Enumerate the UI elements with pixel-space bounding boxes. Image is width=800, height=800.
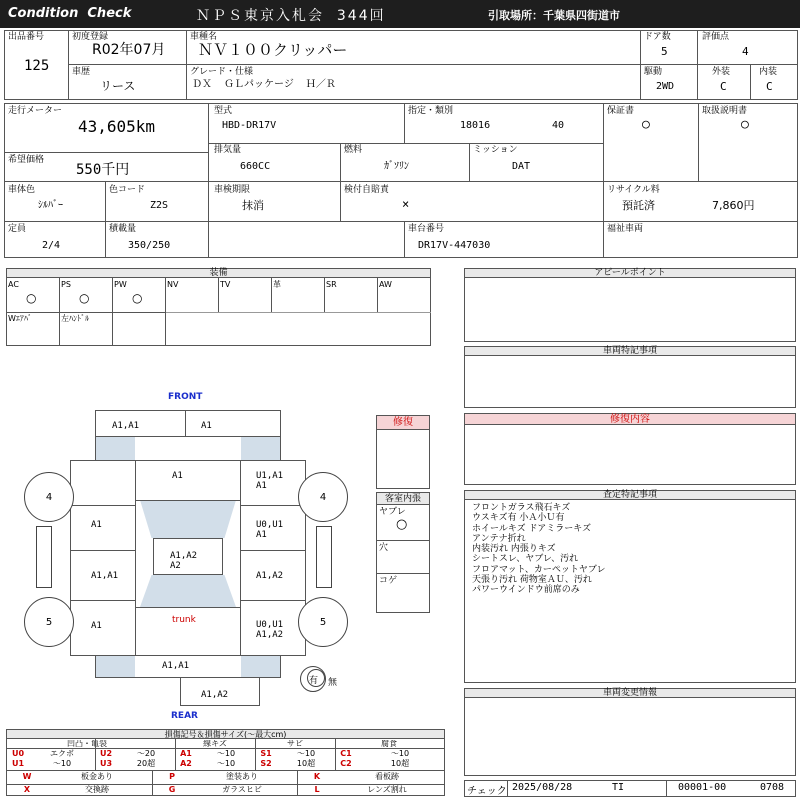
legend-heading: 凹凸・亀裂: [67, 740, 107, 748]
drive-value: 2WD: [656, 81, 675, 92]
repair-title: 修復: [377, 416, 429, 430]
cert-value-2: 40: [552, 120, 565, 131]
cert-label: 指定・類別: [408, 106, 454, 116]
change-info-panel: [464, 688, 796, 776]
equipment-value: ○: [79, 291, 90, 305]
footer-number: 0708: [760, 782, 785, 793]
legend-divider: [255, 739, 256, 770]
cabin-title: 客室内張: [377, 493, 429, 505]
legend-desc: レンズ割れ: [367, 785, 407, 794]
equipment-label: PS: [61, 280, 71, 289]
mark-rear-panel: A1,A1: [162, 661, 190, 671]
load-label: 積載量: [109, 224, 137, 234]
note-line: フロントガラス飛石キズ: [472, 503, 571, 513]
legend-desc: 〜10: [390, 749, 410, 758]
legend-code: A2: [180, 759, 192, 768]
legend-code: U1: [11, 759, 25, 768]
legend-desc: 〜20: [136, 749, 156, 758]
legend-heading: 線キズ: [203, 740, 227, 748]
equipment-title: 装備: [7, 269, 430, 278]
inspector-notes-list: [472, 503, 605, 596]
equipment-label: SR: [326, 280, 337, 289]
legend-divider: [95, 739, 96, 770]
note-line: ホイールキズ ドアミラーキズ: [472, 523, 592, 534]
note-line: フロアマット、カーペットヤブレ: [472, 564, 606, 575]
doors-label: ドア数: [644, 32, 671, 42]
exterior-label: 外装: [712, 67, 731, 77]
frame-label: 車台番号: [408, 224, 445, 234]
capacity-label: 定員: [8, 224, 27, 234]
legend-code: S1: [260, 749, 272, 758]
legend-desc: 10超: [390, 759, 410, 768]
side-mirror-right: [316, 526, 332, 588]
drive-label: 駆動: [644, 67, 663, 77]
legend-desc: 〜10: [216, 749, 236, 758]
equipment-label: PW: [114, 280, 127, 289]
warranty-label: 保証書: [607, 106, 635, 116]
check-label: チェック: [467, 786, 507, 797]
first-reg-label: 初度登録: [72, 32, 109, 42]
special-title: 車両特記事項: [465, 347, 795, 356]
note-line: パワーウインドウ前席のみ: [472, 585, 580, 596]
mission-value: DAT: [512, 161, 531, 172]
color-code-value: Z2S: [150, 200, 169, 211]
color-code-label: 色コード: [109, 185, 146, 195]
mark-door-front-right-2: A1: [256, 530, 267, 540]
mark-door-rear-left: A1,A1: [91, 571, 119, 581]
mark-roof: A1,A2: [170, 551, 198, 561]
legend-divider: [335, 739, 336, 770]
model-code-value: HBD-DR17V: [222, 120, 277, 131]
model-name-value: ＮＶ１００クリッパー: [198, 41, 348, 59]
manual-label: 取扱説明書: [702, 106, 748, 116]
mark-fender-front-right: U1,A1: [256, 471, 284, 481]
lot-number: 125: [24, 58, 50, 74]
model-code-label: 型式: [214, 106, 233, 116]
tire-rear-left: 5: [24, 597, 74, 647]
mission-label: ミッション: [473, 145, 518, 155]
legend-title: 損傷記号＆損傷サイズ(〜最大cm): [7, 730, 444, 739]
capacity-value: 2/4: [42, 240, 61, 251]
legend-code: U0: [11, 749, 25, 758]
legend-divider: [297, 770, 298, 796]
cabin-hole-label: 穴: [379, 543, 389, 553]
interior-label: 内装: [759, 67, 778, 77]
legend-desc: 板金あり: [81, 772, 113, 781]
trunk-label: trunk: [172, 615, 196, 625]
appeal-panel: [464, 268, 796, 342]
cabin-tear-label: ヤブレ: [379, 507, 406, 517]
mark-quarter-rear-right: U0,U1: [256, 620, 284, 630]
exterior-value: C: [720, 80, 727, 93]
mileage-label: 走行メーター: [8, 106, 63, 116]
legend-divider: [175, 739, 176, 770]
inspection-label: 車検期限: [214, 185, 251, 195]
score-value: 4: [742, 45, 749, 58]
history-value: リース: [100, 79, 136, 93]
pickup-location: 引取場所：千葉県四街道市: [488, 9, 620, 22]
color-value: ｼﾙﾊﾞｰ: [38, 200, 63, 211]
frame-value: DR17V-447030: [418, 240, 491, 251]
equipment-label-lhd: 左ﾊﾝﾄﾞﾙ: [61, 314, 89, 323]
mark-door-rear-right: A1,A2: [256, 571, 284, 581]
legend-code: G: [168, 785, 176, 794]
mark-hood: A1: [172, 471, 183, 481]
interior-value: C: [766, 80, 773, 93]
note-line: アンテナ折れ: [472, 533, 526, 544]
legend-desc: エクボ: [50, 749, 74, 758]
displacement-label: 排気量: [214, 145, 242, 155]
legend-desc: 交換跡: [85, 785, 109, 794]
manual-value: ○: [741, 117, 749, 132]
first-reg-value: R02年07月: [92, 42, 166, 58]
price-value: 550千円: [76, 162, 130, 178]
model-name-label: 車種名: [190, 32, 218, 42]
warranty-value: ○: [642, 117, 650, 132]
mark-door-front-right: U0,U1: [256, 520, 284, 530]
welfare-label: 福祉車両: [607, 224, 644, 234]
mark-bumper-front-right: A1: [201, 421, 212, 431]
history-label: 車歴: [72, 67, 91, 77]
equipment-value: ○: [132, 291, 143, 305]
front-label: FRONT: [168, 392, 203, 402]
repair-content-title: 修復内容: [465, 414, 795, 425]
spare-yes: 有: [309, 676, 319, 686]
legend-code: P: [169, 772, 175, 781]
price-label: 希望価格: [8, 155, 45, 165]
tire-rear-right: 5: [298, 597, 348, 647]
legend-code: X: [23, 785, 31, 794]
tire-front-right: 4: [298, 472, 348, 522]
appeal-title: アピールポイント: [465, 269, 795, 278]
change-info-title: 車両変更情報: [465, 689, 795, 698]
recycle-label: リサイクル料: [607, 185, 660, 195]
footer-code: 00001-00: [678, 782, 727, 793]
note-line: シートスレ、ヤブレ、汚れ: [472, 554, 579, 565]
legend-heading: 腐食: [381, 740, 397, 748]
mark-bumper-rear: A1,A2: [201, 690, 229, 700]
equipment-value: ○: [26, 291, 37, 305]
legend-code: U3: [99, 759, 113, 768]
score-label: 評価点: [702, 32, 730, 42]
mark-quarter-rear-right-2: A1,A2: [256, 630, 284, 640]
equipment-label: AC: [8, 280, 19, 289]
equipment-label-airbag: Wｴｱﾊﾞ: [8, 314, 32, 323]
grade-value: ＤＸ ＧＬパッケージ Ｈ／Ｒ: [192, 79, 336, 90]
note-line: 内装汚れ 内張りキズ: [472, 544, 556, 555]
spare-no: 無: [328, 678, 338, 688]
mark-roof-2: A2: [170, 561, 181, 571]
equipment-label: TV: [220, 280, 231, 289]
cert-value-1: 18016: [460, 120, 491, 131]
legend-code: U2: [99, 749, 113, 758]
fuel-value: ｶﾞｿﾘﾝ: [384, 161, 409, 172]
mark-quarter-rear-left: A1: [91, 621, 102, 631]
self-insurance-value: ×: [402, 197, 410, 211]
legend-code: K: [313, 772, 321, 781]
doors-value: 5: [661, 45, 668, 58]
inspector-code: TI: [612, 782, 625, 793]
legend-desc: 〜10: [296, 749, 316, 758]
legend-heading: サビ: [287, 740, 303, 748]
inspector-notes-title: 査定特記事項: [465, 491, 795, 500]
recycle-fee: 7,860円: [712, 199, 755, 212]
cabin-tear-value: ○: [396, 517, 408, 532]
legend-code: C1: [340, 749, 352, 758]
legend-desc: 看板跡: [375, 772, 399, 781]
displacement-value: 660CC: [240, 161, 271, 172]
legend-desc: 〜10: [216, 759, 236, 768]
legend-code: S2: [260, 759, 272, 768]
equipment-label: 革: [273, 280, 281, 289]
check-date: 2025/08/28: [512, 782, 573, 793]
legend-desc: ガラスヒビ: [222, 785, 262, 794]
equipment-label: AW: [379, 280, 392, 289]
note-line: ウスキズ有 小Ａ小Ｕ有: [472, 513, 565, 524]
note-line: 天張り汚れ 荷物室ＡＵ、汚れ: [472, 575, 592, 586]
legend-divider: [152, 770, 153, 796]
color-label: 車体色: [8, 185, 36, 195]
mileage-value: 43,605km: [78, 117, 156, 136]
inspection-value: 抹消: [242, 199, 264, 212]
tire-front-left: 4: [24, 472, 74, 522]
load-value: 350/250: [128, 240, 171, 251]
self-insurance-label: 検付自賠責: [344, 185, 390, 195]
equipment-label: NV: [167, 280, 179, 289]
grade-label: グレード・仕様: [190, 67, 254, 77]
mark-door-front-left: A1: [91, 520, 102, 530]
legend-desc: 10超: [296, 759, 316, 768]
legend-code: A1: [180, 749, 192, 758]
fuel-label: 燃料: [344, 145, 363, 155]
recycle-status: 預託済: [622, 199, 655, 212]
cabin-burn-label: コゲ: [379, 576, 398, 586]
brand-logo: Condition Check: [8, 6, 132, 21]
legend-desc: 20超: [136, 759, 156, 768]
lot-label: 出品番号: [8, 32, 45, 42]
mark-bumper-front-left: A1,A1: [112, 421, 140, 431]
legend-desc: 塗装あり: [226, 772, 258, 781]
legend-desc: 〜10: [52, 759, 72, 768]
side-mirror-left: [36, 526, 52, 588]
mark-fender-front-right-2: A1: [256, 481, 267, 491]
auction-title: ＮＰＳ東京入札会 344回: [196, 8, 386, 24]
legend-code: L: [314, 785, 320, 794]
rear-label: REAR: [171, 711, 198, 721]
legend-code: C2: [340, 759, 352, 768]
legend-code: W: [22, 772, 32, 781]
